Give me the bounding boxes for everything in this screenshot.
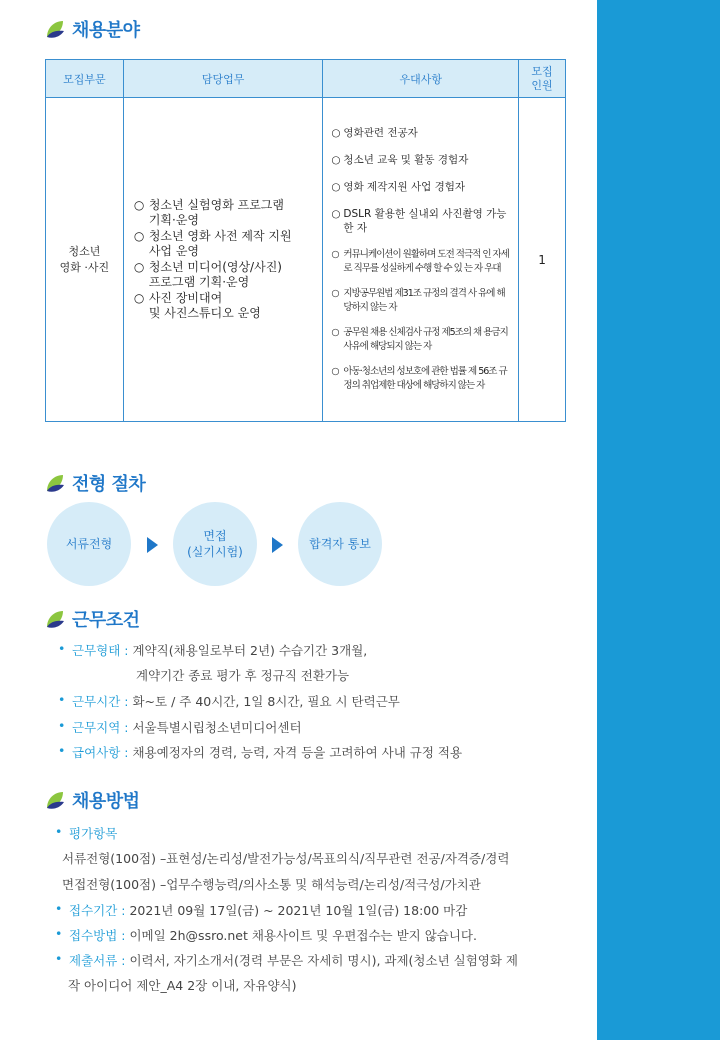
ring-icon: ○ xyxy=(331,327,339,338)
ring-icon: ○ xyxy=(133,291,145,305)
bullet-icon: • xyxy=(55,901,63,916)
dept-line: 청소년 xyxy=(68,244,101,258)
preference-text: DSLR 활용한 실내외 사진촬영 가능한 자 xyxy=(343,208,507,234)
duty-text: 기획·운영 xyxy=(148,213,200,227)
preference-item xyxy=(331,153,510,167)
preference-item xyxy=(331,207,510,235)
ring-icon: ○ xyxy=(331,288,339,299)
preference-cell xyxy=(323,98,519,422)
preference-item xyxy=(331,326,510,354)
header-count-text: 모집 인원 xyxy=(531,64,553,92)
condition-item xyxy=(58,641,367,659)
duty-item xyxy=(134,260,323,290)
dept-cell xyxy=(46,98,124,422)
arrow-right-icon xyxy=(147,537,158,553)
leaf-icon xyxy=(44,789,66,811)
ring-icon: ○ xyxy=(331,208,341,220)
method-docs-continued: 작 아이디어 제안_A4 2장 이내, 자유양식) xyxy=(68,978,297,993)
condition-item xyxy=(58,743,462,761)
ring-icon: ○ xyxy=(331,249,339,260)
preference-item xyxy=(331,126,510,140)
leaf-icon xyxy=(44,18,66,40)
process-step-notify xyxy=(298,502,382,586)
condition-label: 근무형태 : xyxy=(72,643,129,658)
section-heading-method xyxy=(44,787,140,813)
section-heading-recruit-field xyxy=(44,16,140,42)
table-row xyxy=(46,98,566,422)
method-label: 평가항목 xyxy=(69,826,118,841)
method-value: 이력서, 자기소개서(경력 부문은 자세히 명시), 과제(청소년 실험영화 제 xyxy=(129,953,518,968)
duty-text: 사진 장비대여 xyxy=(148,291,223,305)
duty-text: 사업 운영 xyxy=(148,244,200,258)
duty-item xyxy=(134,198,323,228)
method-eval-item xyxy=(55,824,117,842)
duty-item xyxy=(134,229,323,259)
bullet-icon: • xyxy=(58,692,66,707)
ring-icon: ○ xyxy=(133,260,145,274)
header-duty: 담당업무 xyxy=(123,60,323,98)
step-label: (실기시험) xyxy=(187,545,243,559)
ring-icon: ○ xyxy=(331,127,341,139)
method-value: 이메일 2h@ssro.net 채용사이트 및 우편접수는 받지 않습니다. xyxy=(129,928,477,943)
ring-icon: ○ xyxy=(331,181,341,193)
arrow-right-icon xyxy=(272,537,283,553)
method-label: 접수방법 : xyxy=(69,928,126,943)
condition-label: 근무시간 : xyxy=(72,694,129,709)
preference-text: 공무원 채용 신체검사 규정 제5조의 채 용금지사유에 해당되지 않는 자 xyxy=(343,327,508,352)
eval-line: 면접전형(100점) –업무수행능력/의사소통 및 해석능력/논리성/적극성/가치관 xyxy=(62,877,481,892)
preference-text: 영화관련 전공자 xyxy=(343,127,418,139)
leaf-icon xyxy=(44,472,66,494)
duty-text: 및 사진스튜디오 운영 xyxy=(148,306,261,320)
preference-text: 아동·청소년의 성보호에 관한 법률 제 56조 규정의 취업제한 대상에 해당하지 않는 자 xyxy=(343,366,507,391)
bullet-icon: • xyxy=(55,926,63,941)
method-value: 2021년 09월 17일(금) ~ 2021년 10월 1일(금) 18:00 마감 xyxy=(129,903,468,918)
duty-text: 청소년 실험영화 프로그램 xyxy=(148,198,284,212)
preference-text: 커뮤니케이션이 원활하며 도전 적극적 인 자세로 직무를 성실하게 수행 할 수 있 는 자 우대 xyxy=(343,249,509,274)
duty-item xyxy=(134,291,323,321)
process-step-interview xyxy=(173,502,257,586)
duty-text: 청소년 영화 사전 제작 지원 xyxy=(148,229,292,243)
step-label: 면접 xyxy=(203,529,227,543)
condition-label: 근무지역 : xyxy=(72,720,129,735)
dept-line: 영화 ·사진 xyxy=(59,260,110,274)
condition-value: 계약직(채용일로부터 2년) 수습기간 3개월, xyxy=(132,643,368,658)
duty-text: 청소년 미디어(영상/사진) xyxy=(148,260,282,274)
preference-item xyxy=(331,248,510,276)
table-header-row xyxy=(46,60,566,98)
right-accent-bar xyxy=(597,0,720,1040)
section-title: 근무조건 xyxy=(72,610,140,631)
preference-item xyxy=(331,365,510,393)
preference-item xyxy=(331,287,510,315)
condition-item xyxy=(58,718,302,736)
section-title: 채용방법 xyxy=(72,791,140,812)
leaf-icon xyxy=(44,608,66,630)
section-heading-process xyxy=(44,470,145,496)
eval-line: 서류전형(100점) –표현성/논리성/발전가능성/목표의식/직무관련 전공/자격증/경력 xyxy=(62,851,510,866)
condition-value: 서울특별시립청소년미디어센터 xyxy=(132,720,302,735)
bullet-icon: • xyxy=(58,718,66,733)
header-count xyxy=(519,60,566,98)
preference-text: 지방공무원법 제31조 규정의 결격 사 유에 해당하지 않는 자 xyxy=(343,288,505,313)
condition-value: 채용예정자의 경력, 능력, 자격 등을 고려하여 사내 규정 적용 xyxy=(132,745,463,760)
header-pref: 우대사항 xyxy=(323,60,519,98)
duty-text: 프로그램 기획·운영 xyxy=(148,275,250,289)
method-label: 제출서류 : xyxy=(69,953,126,968)
preference-text: 영화 제작지원 사업 경험자 xyxy=(343,181,466,193)
method-period-item xyxy=(55,901,467,919)
section-title: 전형 절차 xyxy=(72,474,146,495)
count-cell: 1 xyxy=(519,98,566,422)
ring-icon: ○ xyxy=(331,154,341,166)
preference-item xyxy=(331,180,510,194)
condition-value: 화~토 / 주 40시간, 1일 8시간, 필요 시 탄력근무 xyxy=(132,694,400,709)
section-heading-conditions xyxy=(44,606,140,632)
step-label: 합격자 통보 xyxy=(309,537,371,551)
bullet-icon: • xyxy=(55,824,63,839)
method-docs-item xyxy=(55,951,518,969)
bullet-icon: • xyxy=(58,641,66,656)
bullet-icon: • xyxy=(55,951,63,966)
condition-label: 급여사항 : xyxy=(72,745,129,760)
condition-value-continued: 계약기간 종료 평가 후 정규직 전환가능 xyxy=(136,668,350,683)
section-title: 채용분야 xyxy=(72,20,140,41)
step-label: 서류전형 xyxy=(65,537,113,551)
ring-icon: ○ xyxy=(133,229,145,243)
bullet-icon: • xyxy=(58,743,66,758)
process-step-document xyxy=(47,502,131,586)
ring-icon: ○ xyxy=(133,198,145,212)
method-label: 접수기간 : xyxy=(69,903,126,918)
header-dept: 모집부문 xyxy=(46,60,124,98)
method-apply-item xyxy=(55,926,477,944)
ring-icon: ○ xyxy=(331,366,339,377)
duty-cell xyxy=(123,98,323,422)
preference-text: 청소년 교육 및 활동 경험자 xyxy=(343,154,469,166)
condition-item xyxy=(58,692,400,710)
recruitment-table xyxy=(45,59,566,422)
